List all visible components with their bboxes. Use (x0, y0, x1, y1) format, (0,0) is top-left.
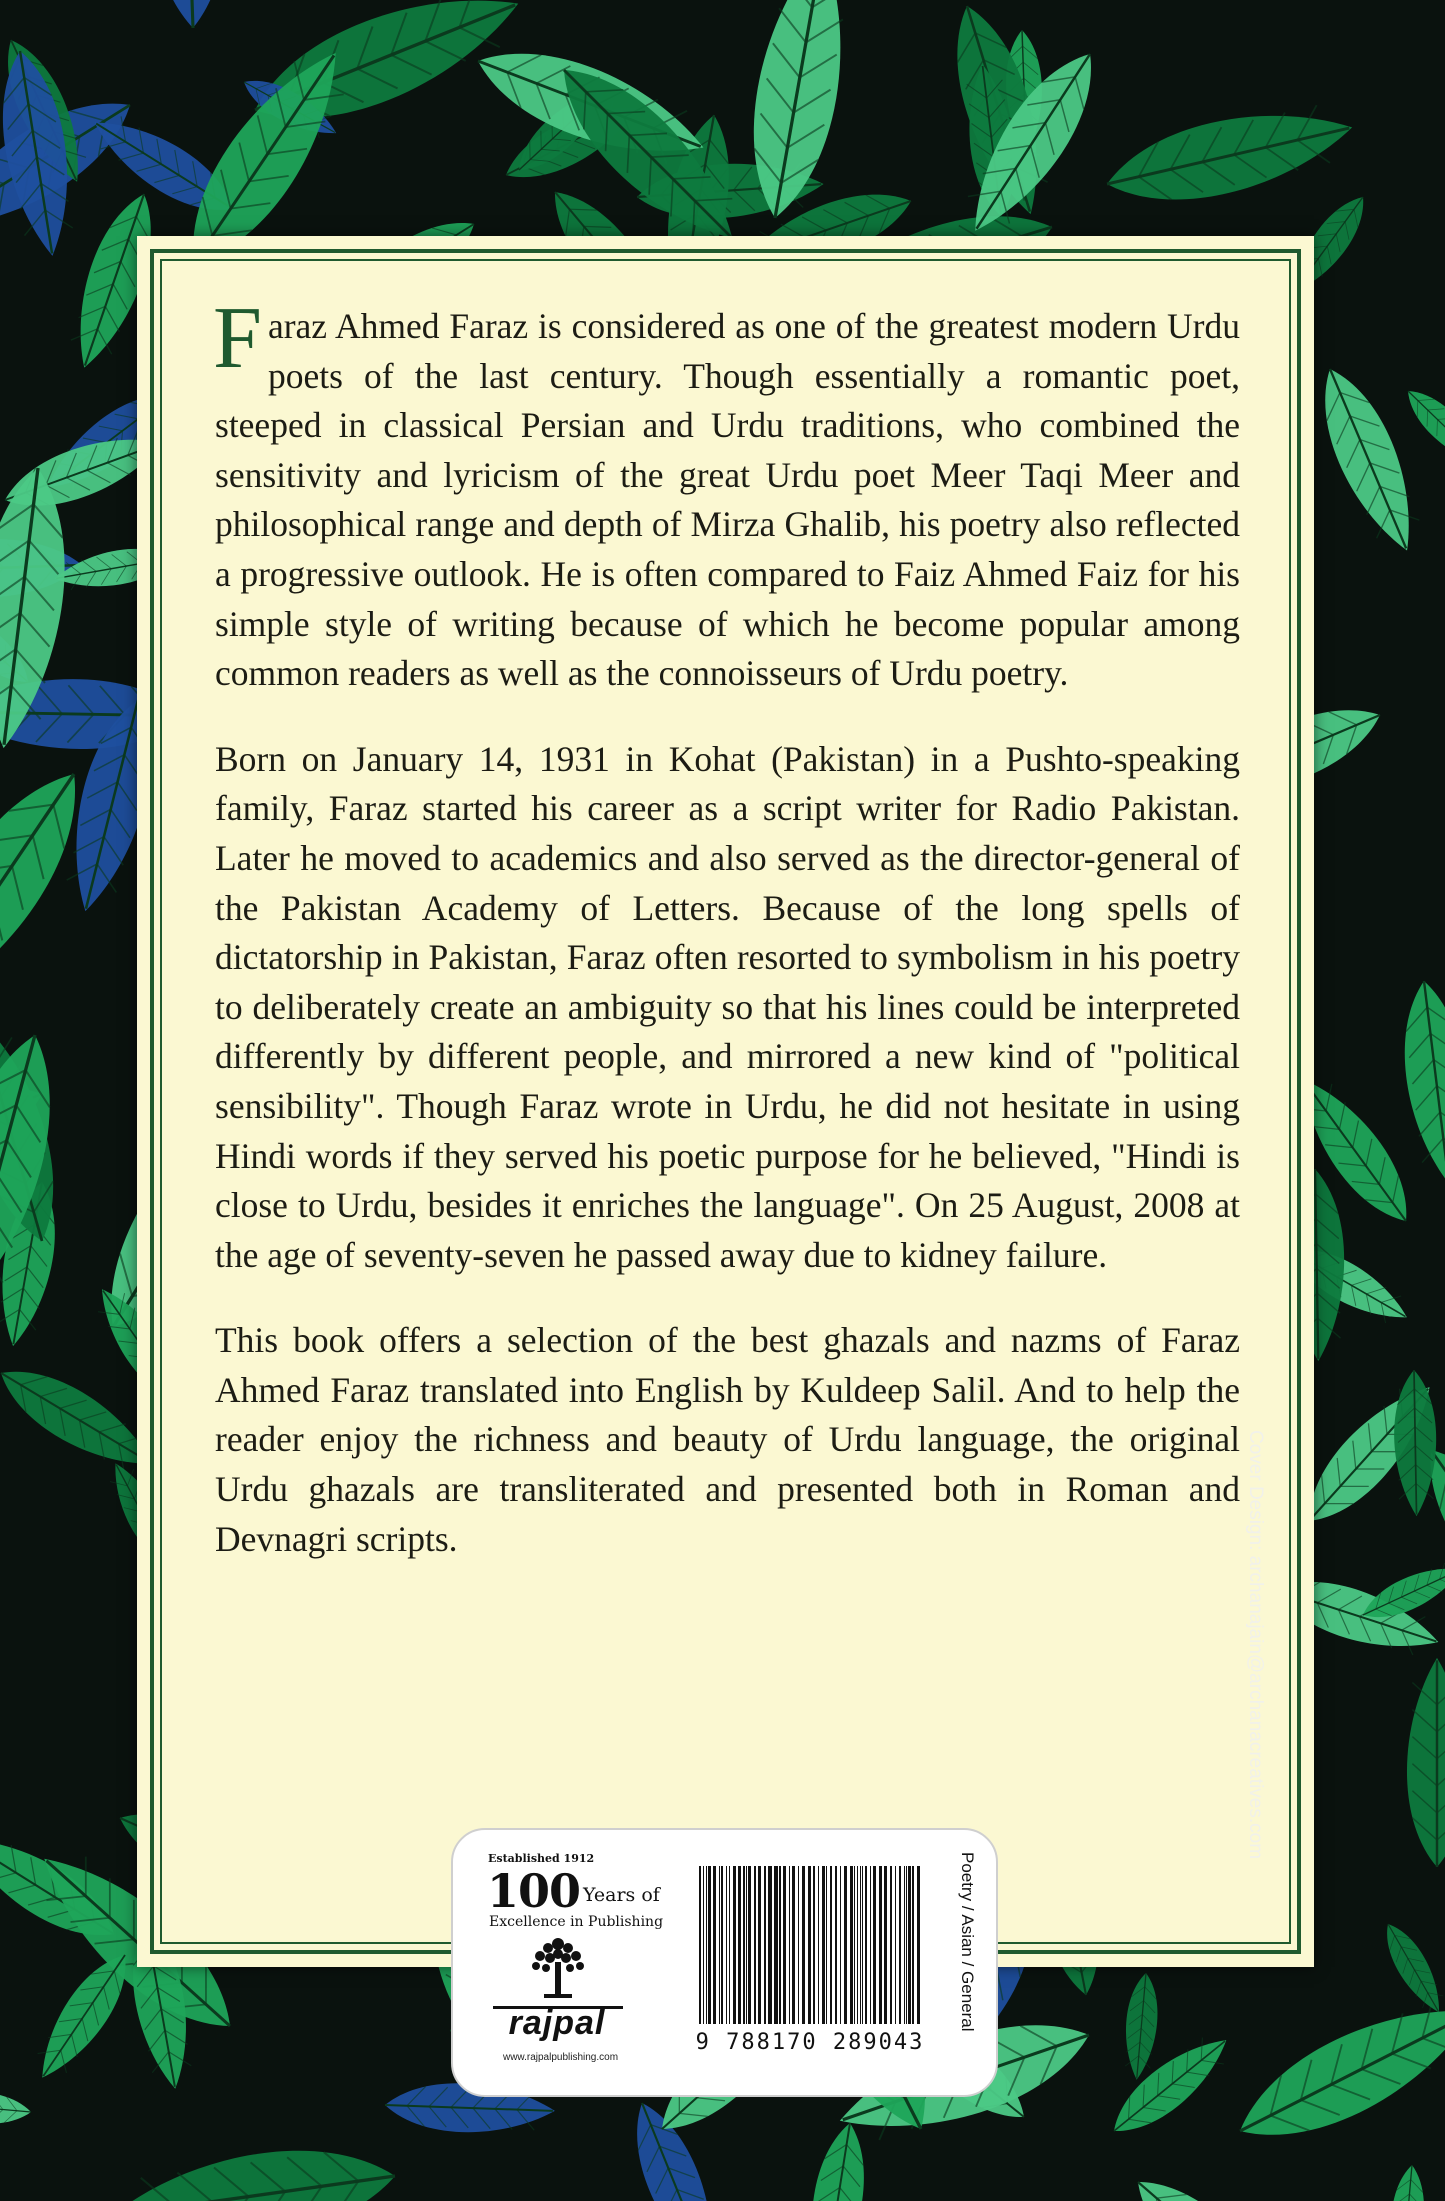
rajpal-logo-text: rajpal (508, 2004, 606, 2042)
excellence-text: Excellence in Publishing (489, 1914, 664, 1930)
publisher-barcode-badge (451, 1828, 998, 2097)
cover-design-credit: Cover Design: archanajain@archanacreatives.com (1245, 1430, 1266, 1860)
tree-logo-icon (528, 1930, 588, 2002)
established-text: Established 1912 (488, 1852, 595, 1865)
paragraph-3: This book offers a selection of the best ghazals and nazms of Faraz Ahmed Faraz translated into English by Kuldeep Salil. And to help the reader enjoy the richness and beauty of Urdu language, the original Urdu ghazals are transliterated and presented both in Roman and Devnagri scripts. (215, 1320, 1240, 1559)
drop-cap: F (213, 290, 262, 387)
paragraph-1-text: araz Ahmed Faraz is considered as one of the greatest modern Urdu poets of the last century. Though essentially a romantic poet, steeped in classical Persian and Urdu traditions, who combined the sensitivity and lyricism of the great Urdu poet Meer Taqi Meer and philosophical range and depth of Mirza Ghalib, his poetry also reflected a progressive outlook. He is often compared to Faiz Ahmed Faiz for his simple style of writing because of which he become popular among common readers as well as the connoisseurs of Urdu poetry. (215, 306, 1240, 694)
barcode (697, 1866, 923, 2024)
paragraph-2: Born on January 14, 1931 in Kohat (Pakistan) in a Pushto-speaking family, Faraz started his career as a script writer for Radio Pakistan. Later he moved to academics and also served as the director-general of the Pakistan Academy of Letters. Because of the long spells of dictatorship in Pakistan, Faraz often resorted to symbolism in his poetry to deliberately create an ambiguity so that his lines could be interpreted differently by different people, and mirrored a new kind of "political sensibility". Though Faraz wrote in Urdu, he did not hesitate in using Hindi words if they served his poetic purpose for he believed, "Hindi is close to Urdu, besides it enriches the language". On 25 August, 2008 at the age of seventy-seven he passed away due to kidney failure. (215, 738, 1240, 1275)
publisher-website: www.rajpalpublishing.com (502, 2052, 619, 2063)
years-of-text: Years of (583, 1884, 660, 1906)
category-label: Poetry / Asian / General (958, 1852, 977, 2032)
hundred-years-number: 100 (487, 1864, 581, 1918)
blurb-text (213, 290, 1240, 1600)
isbn-number: 9 788170 289043 (695, 2030, 925, 2055)
paragraph-1 (213, 290, 1240, 699)
